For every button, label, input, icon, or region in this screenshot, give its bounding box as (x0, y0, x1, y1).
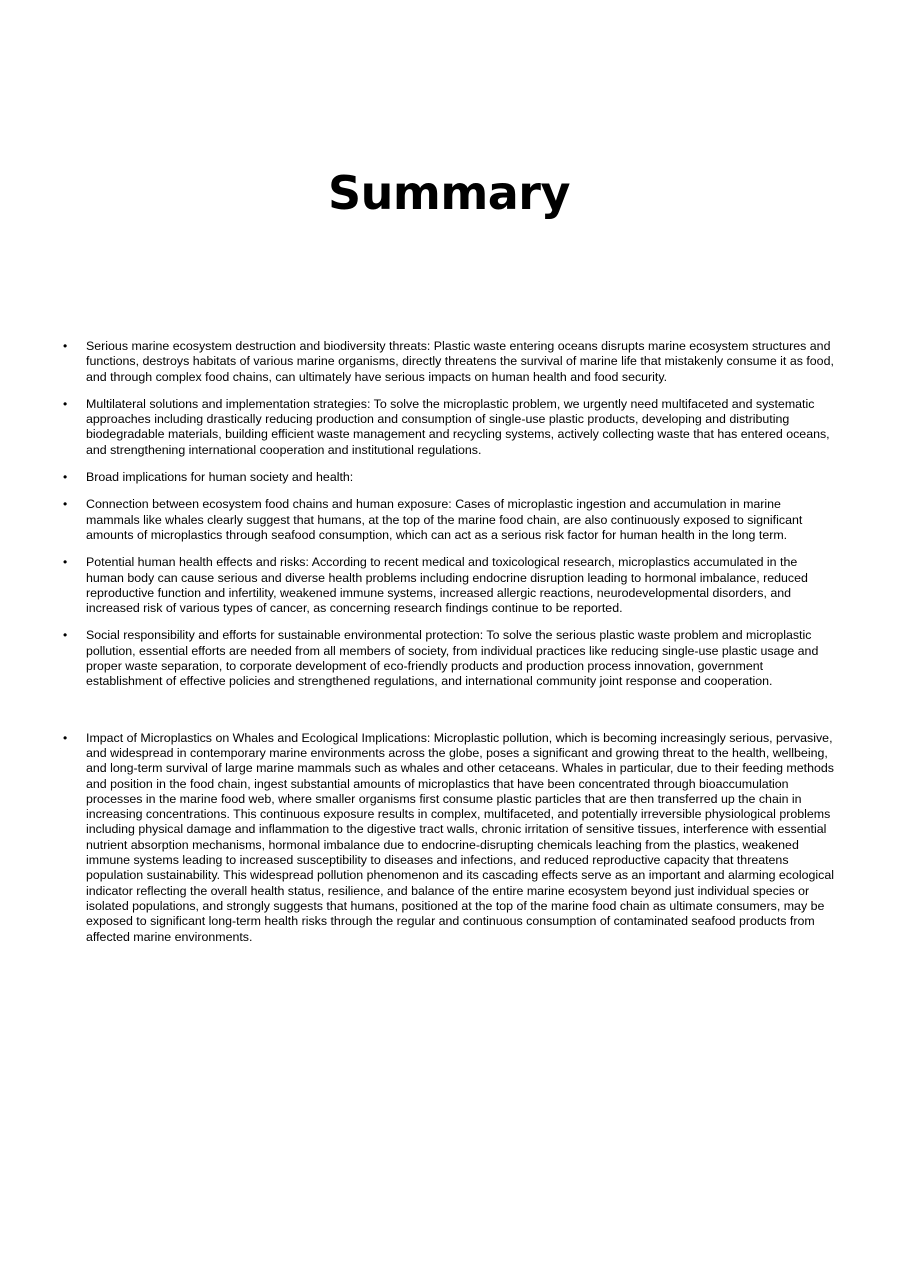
bullet-icon: • (63, 396, 68, 411)
bullet-text: Connection between ecosystem food chains and human exposure: Cases of microplastic ingestion and accumulation in marine mammals like whales clearly suggest that humans, at the top of the marine food chain, are also continuously exposed to significant amounts of microplastics through seafood consumption, which can act as a serious risk factor for human health in the long term. (86, 497, 803, 542)
list-item (60, 397, 836, 458)
list-item (60, 470, 836, 485)
list-item (60, 497, 836, 543)
bullet-text: Potential human health effects and risks: According to recent medical and toxicological research, microplastics accumulated in the human body can cause serious and diverse health problems including endocrine disruption leading to hormonal imbalance, reduced reproductive function and infertility, weakened immune systems, increased allergic reactions, neurodevelopmental disorders, and increased risk of various types of cancer, as concerning research findings continue to be reported. (86, 555, 808, 616)
list-item (60, 555, 836, 616)
bullet-text: Impact of Microplastics on Whales and Ecological Implications: Microplastic pollution, which is becoming increasingly serious, pervasive, and widespread in contemporary marine environments across the globe, poses a significant and growing threat to the health, wellbeing, and long-term survival of large marine mammals such as whales and other cetaceans. Whales in particular, due to their feeding methods and position in the food chain, ingest substantial amounts of microplastics that have been concentrated through bioaccumulation processes in the marine food web, where smaller organisms first consume plastic particles that are then transferred up the chain in increasing concentrations. This continuous exposure results in complex, multifaceted, and potentially irreversible physiological problems including physical damage and inflammation to the digestive tract walls, chronic irritation of sensitive tissues, interference with essential nutrient absorption mechanisms, hormonal imbalance due to endocrine-disrupting chemicals leaching from the plastics, weakened immune systems leading to increased susceptibility to diseases and infections, and reduced reproductive capacity that threatens population sustainability. This widespread pollution phenomenon and its cascading effects serve as an important and alarming ecological indicator reflecting the overall health status, resilience, and balance of the entire marine ecosystem beyond just individual species or isolated populations, and strongly suggests that humans, positioned at the top of the marine food chain as ultimate consumers, may be exposed to significant long-term health risks through the regular and continuous consumption of contaminated seafood products from affected marine environments. (86, 730, 835, 944)
bullet-icon: • (63, 730, 68, 745)
summary-bullet-list (60, 339, 836, 957)
bullet-icon: • (63, 497, 68, 512)
bullet-icon: • (63, 628, 68, 643)
bullet-text: Social responsibility and efforts for sustainable environmental protection: To solve the serious plastic waste problem and microplastic pollution, essential efforts are needed from all members of society, from individual practices like reducing single-use plastic usage and proper waste separation, to corporate development of eco-friendly products and production process innovation, government establishment of effective policies and strengthened regulations, and international community joint response and cooperation. (86, 628, 819, 689)
page-title: Summary (328, 166, 570, 220)
list-item (60, 339, 836, 385)
list-item (60, 731, 836, 945)
bullet-icon: • (63, 555, 68, 570)
bullet-icon: • (63, 470, 68, 485)
bullet-text: Broad implications for human society and health: (86, 470, 354, 485)
list-item (60, 628, 836, 689)
bullet-icon: • (63, 339, 68, 353)
bullet-text: Multilateral solutions and implementation strategies: To solve the microplastic problem, we urgently need multifaceted and systematic approaches including drastically reducing production and consumption of single-use plastic products, developing and distributing biodegradable materials, building efficient waste management and recycling systems, actively collecting waste that has entered oceans, and strengthening international cooperation and institutional regulations. (86, 396, 830, 457)
bullet-text: Serious marine ecosystem destruction and biodiversity threats: Plastic waste entering oceans disrupts marine ecosystem structures and functions, destroys habitats of various marine organisms, directly threatens the survival of marine life that mistakenly consume it as food, and through complex food chains, can ultimately have serious impacts on human health and food security. (86, 339, 834, 384)
